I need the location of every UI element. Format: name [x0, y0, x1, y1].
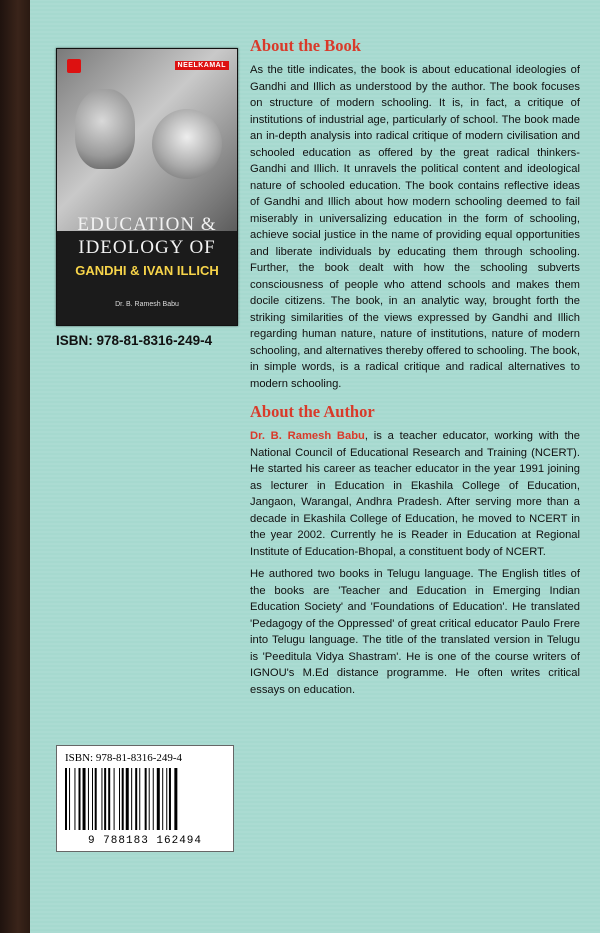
barcode-bar — [108, 768, 110, 830]
author-name: Dr. B. Ramesh Babu — [250, 430, 365, 442]
barcode-bar — [79, 768, 81, 830]
barcode-bar — [153, 768, 154, 830]
barcode-bar — [174, 768, 177, 830]
barcode-bar — [83, 768, 86, 830]
barcode-bar — [69, 768, 70, 830]
barcode-bar — [114, 768, 115, 830]
barcode-bar — [131, 768, 132, 830]
about-author-para2: He authored two books in Telugu language. The English titles of the books are 'Teacher and Education in Emerging Indian Education Society' and 'Foundations of Education'. He translated 'Pedagogy of the Oppressed' of great critical educator Paulo Frere into Telugu language. The title of the translated version in Telugu is 'Peeditula Vidya Shastram'. He is one of the course writers of IGNOU's M.Ed distance programme. He often writes critical essays on education. — [250, 568, 580, 696]
book-spine — [0, 0, 30, 933]
barcode — [56, 745, 234, 852]
cover-portrait-right — [152, 109, 222, 179]
barcode-bar — [92, 768, 93, 830]
cover-title-line1: EDUCATION & — [77, 214, 217, 235]
barcode-bar — [162, 768, 163, 830]
barcode-bar — [126, 768, 129, 830]
cover-title-line3: GANDHI & IVAN ILLICH — [75, 263, 219, 278]
barcode-bar — [74, 768, 75, 830]
barcode-bars — [65, 768, 225, 830]
barcode-bar — [157, 768, 160, 830]
barcode-bar — [169, 768, 171, 830]
barcode-bar — [119, 768, 120, 830]
about-book-heading: About the Book — [250, 36, 361, 55]
barcode-digits: 9 788183 162494 — [87, 835, 203, 847]
cover-author: Dr. B. Ramesh Babu — [115, 301, 179, 308]
isbn-label: ISBN: 978-81-8316-249-4 — [56, 333, 213, 348]
about-author-heading: About the Author — [250, 402, 375, 421]
barcode-bar — [95, 768, 97, 830]
barcode-bar — [135, 768, 137, 830]
barcode-bar — [139, 768, 140, 830]
about-book-text: As the title indicates, the book is about educational ideologies of Gandhi and Illich as understood by the author. The book focuses on structure of modern schooling. It is, in fact, a critique of institutions of industrial age, particularly of school. The book made an in-depth analysis into radical critique of modern civilisation and schooled education as offered by the great radical thinkers- Gandhi and Illich. It unravels the political content and ideological nature of schooled education. The book contains reflective ideas of Gandhi and Illich about how modern schooling deemed to fail miserably in universalizing education in the form of schooling, achieve social justice in the name of providing equal opportunities and liberate individuals by educating them through schooling. Further, the book dealt with how the schooling subverts consciousness of people who attend schools and makes them docile citizens. The book, in an analytic way, brought forth the striking similarities of the views expressed by Gandhi and Illich regarding human nature, nature of institutions, nature of modern schooling, and alternatives thereby offered to schooling. The book, in simple words, is a radical critique and radical alternatives to modern schooling. — [250, 64, 580, 390]
front-cover-thumbnail — [56, 48, 238, 326]
about-author-para1-text: , is a teacher educator, working with the National Council of Educational Research and Training (NCERT). He started his career as teacher educator in the year 1991 joining as lecturer in Education in Ekashila College of Education, Jangaon, Warangal, Andhra Pradesh. After serving more than a decade in Ekashila College of Education, he moved to NCERT in the year 2002. Currently he is Reader in Education at Regional Institute of Education-Bhopal, a constituent body of NCERT. — [250, 430, 580, 558]
text-column — [250, 36, 580, 704]
barcode-isbn-text: ISBN: 978-81-8316-249-4 — [65, 752, 183, 764]
publisher-logo-icon — [67, 59, 81, 73]
barcode-bar — [145, 768, 147, 830]
barcode-bar — [149, 768, 150, 830]
barcode-bar — [122, 768, 124, 830]
barcode-bar — [101, 768, 102, 830]
barcode-bar — [104, 768, 106, 830]
barcode-bar — [88, 768, 89, 830]
barcode-bar — [166, 768, 167, 830]
cover-title-line2: IDEOLOGY OF — [78, 237, 216, 258]
publisher-badge: NEELKAMAL — [175, 61, 229, 70]
barcode-bar — [65, 768, 67, 830]
about-author-para1 — [250, 428, 580, 560]
cover-portrait-left — [75, 89, 135, 169]
